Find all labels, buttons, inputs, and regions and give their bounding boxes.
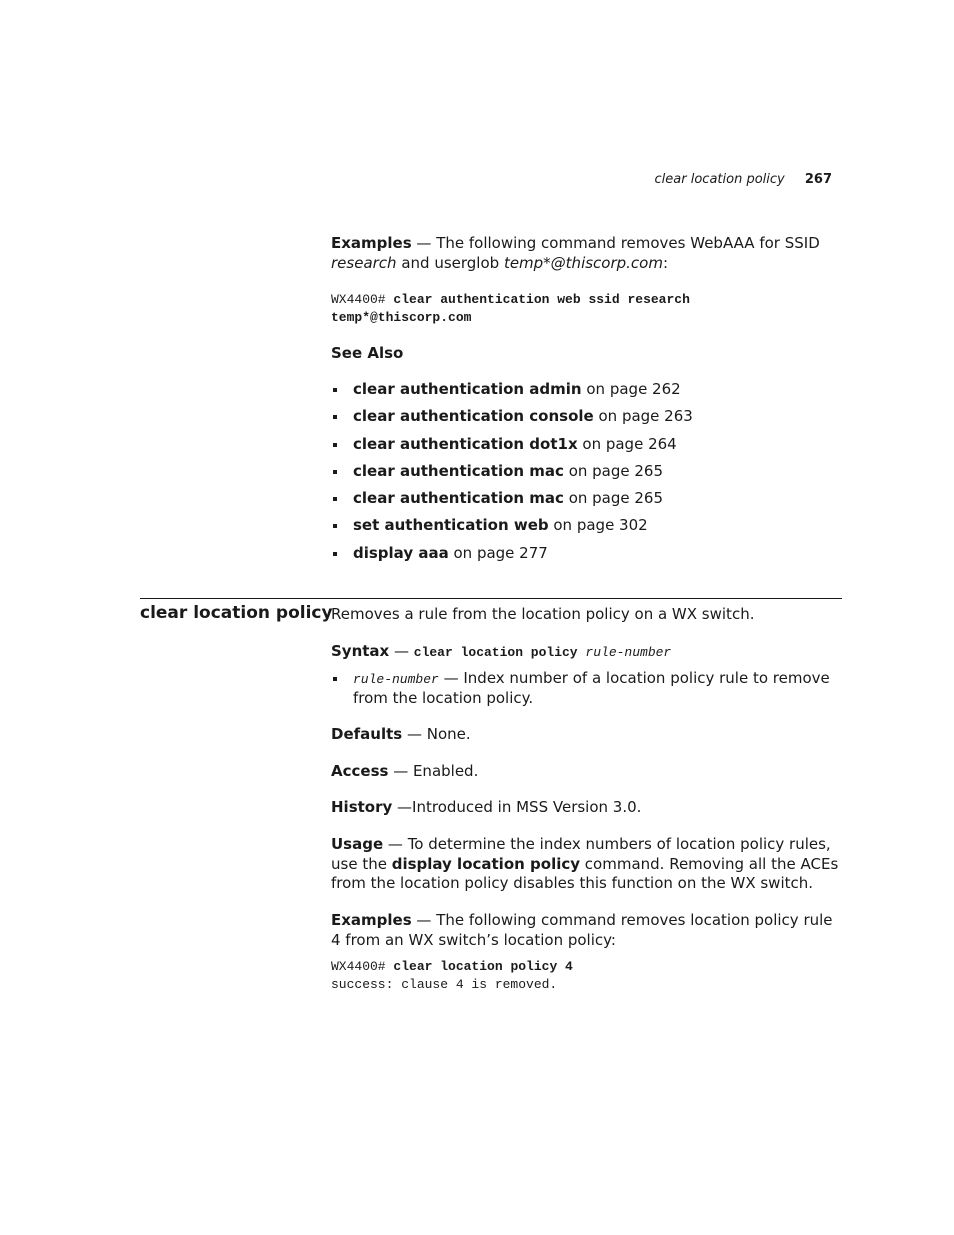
syntax-param: rule-number (585, 645, 672, 660)
code-example (331, 291, 843, 327)
list-item: display aaa on page 277 (331, 544, 843, 564)
access-line: Access — Enabled. (331, 762, 479, 780)
list-item: set authentication web on page 302 (331, 516, 843, 536)
list-item: clear authentication console on page 263 (331, 407, 843, 427)
see-also-link[interactable]: clear authentication console (353, 407, 594, 426)
userglob: temp*@thiscorp.com (503, 253, 663, 272)
page-number: 267 (804, 172, 832, 187)
see-also-link[interactable]: clear authentication mac (353, 489, 564, 508)
list-item: clear authentication mac on page 265 (331, 489, 843, 509)
see-also-link[interactable]: clear authentication admin (353, 380, 582, 398)
section-title: clear location policy (140, 603, 333, 623)
see-also-link[interactable]: clear authentication dot1x (353, 434, 578, 453)
param-desc: — Index number of a location policy rule to remove from the location policy. (353, 669, 830, 707)
list-item: clear authentication dot1x on page 264 (331, 435, 843, 455)
list-item (331, 669, 843, 709)
running-title: clear location policy (654, 172, 785, 187)
defaults-line: Defaults — None. (331, 725, 471, 743)
cli-command: clear authentication web ssid research (393, 292, 690, 307)
ssid-name: research (331, 253, 397, 272)
cli-command-continued: temp*@thiscorp.com (331, 310, 472, 325)
history-line: History —Introduced in MSS Version 3.0. (331, 798, 642, 816)
usage-paragraph: Usage — To determine the index numbers of location policy rules, use the display location policy command. Removing all the ACEs from the location policy disables this function on the WX switch. (331, 835, 839, 892)
code-example (331, 958, 843, 994)
list-item: clear authentication mac on page 265 (331, 462, 843, 482)
syntax-line: Syntax — clear location policy rule-number (331, 642, 672, 660)
syntax-command: clear location policy (413, 645, 586, 660)
section-description: Removes a rule from the location policy on a WX switch. (331, 605, 755, 623)
param-list (331, 669, 843, 709)
see-also-heading: See Also (331, 344, 404, 362)
page-header (655, 172, 832, 187)
cli-output: success: clause 4 is removed. (331, 977, 558, 992)
cli-command: clear location policy 4 (393, 959, 573, 974)
examples-label: Examples (331, 234, 412, 252)
section-divider (140, 598, 842, 599)
see-also-link[interactable]: set authentication web (353, 516, 549, 535)
examples-paragraph: Examples — The following command removes location policy rule 4 from an WX switch’s location policy: (331, 911, 833, 949)
cli-prompt: WX4400# (331, 959, 394, 974)
param-name: rule-number (353, 672, 439, 687)
syntax-label: Syntax (331, 642, 390, 660)
usage-command: display location policy (391, 854, 581, 873)
see-also-link[interactable]: clear authentication mac (353, 461, 564, 480)
cli-prompt: WX4400# (331, 292, 394, 307)
see-also-list (331, 380, 843, 563)
see-also-link[interactable]: display aaa (353, 543, 449, 562)
examples-paragraph: Examples — The following command removes WebAAA for SSID research and userglob temp*@thiscorp.com: (331, 234, 820, 272)
list-item: clear authentication admin on page 262 (331, 380, 843, 400)
